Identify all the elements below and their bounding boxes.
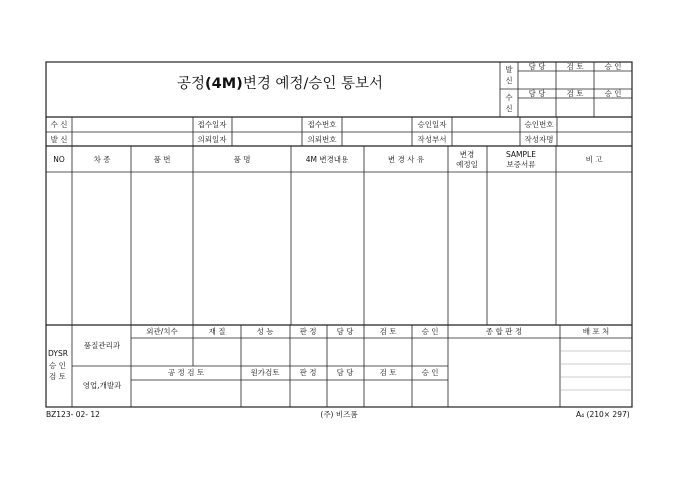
overall-judgment: 종 합 판 정	[485, 327, 523, 336]
process-review: 공 정 검 토	[167, 368, 205, 377]
header-change-date-1: 변경	[459, 150, 475, 159]
check-judgment: 판 정	[299, 327, 317, 336]
approval-col-staff-2: 담 당	[528, 89, 546, 98]
check-staff: 담 당	[336, 327, 354, 336]
process-judgment: 판 정	[299, 368, 317, 377]
process-approve: 승 인	[421, 368, 439, 377]
process-staff: 담 당	[336, 368, 354, 377]
header-part-name: 품 명	[233, 155, 251, 164]
receiver-label-2: 신	[505, 104, 513, 113]
receiver-label-1: 수	[505, 93, 513, 102]
info-receipt-no: 접수번호	[307, 120, 337, 129]
dept-sales: 영업,개발과	[82, 381, 122, 390]
info-approve-no: 승인번호	[524, 120, 554, 129]
distribution-label: 배 포 처	[582, 327, 610, 336]
sender-label-1: 발	[505, 65, 513, 74]
title-bold: (4M)	[205, 76, 243, 92]
header-vehicle: 차 종	[93, 155, 111, 164]
info-sender: 발 신	[50, 135, 68, 144]
form-title	[120, 77, 440, 92]
approval-review-1: 승 인	[49, 361, 66, 370]
info-request-no: 의뢰번호	[307, 135, 337, 144]
sender-label-2: 신	[505, 76, 513, 85]
approval-col-staff: 담 당	[528, 62, 546, 71]
check-appearance: 외관/치수	[146, 327, 178, 336]
header-sample-2: 보증서류	[506, 160, 536, 169]
title-prefix: 공정	[177, 76, 206, 92]
info-writer: 작성자명	[524, 135, 554, 144]
process-review-2: 검 토	[379, 368, 397, 377]
dept-quality: 품질관리과	[83, 341, 121, 350]
check-approve: 승 인	[421, 327, 439, 336]
header-remark: 비 고	[585, 155, 603, 164]
info-dept: 작성부서	[417, 135, 447, 144]
dysr-label: DYSR	[48, 349, 68, 358]
form-code: BZ123- 02- 12	[46, 410, 100, 419]
info-receiver: 수 신	[50, 120, 68, 129]
approval-review-2: 검 토	[49, 372, 66, 381]
info-request-date: 의뢰일자	[197, 135, 227, 144]
approval-col-review-2: 검 토	[566, 89, 584, 98]
info-approve-date: 승인일자	[417, 120, 447, 129]
info-receipt-date: 접수일자	[197, 120, 227, 129]
approval-col-review: 검 토	[566, 62, 584, 71]
approval-col-approve: 승 인	[604, 62, 622, 71]
header-part-no: 품 번	[153, 155, 171, 164]
header-change-reason: 변 경 사 유	[387, 155, 425, 164]
check-review: 검 토	[379, 327, 397, 336]
cost-review: 원가검토	[250, 368, 280, 377]
paper-size: A₄ (210× 297)	[576, 410, 630, 419]
header-sample-1: SAMPLE	[506, 150, 536, 159]
header-no: NO	[53, 155, 65, 164]
title-suffix: 변경 예정/승인 통보서	[242, 76, 383, 92]
check-material: 재 질	[208, 327, 226, 336]
check-performance: 성 능	[256, 327, 274, 336]
header-change-date-2: 예정일	[456, 160, 478, 169]
company-name: (주) 비즈폼	[320, 410, 358, 419]
header-4m-change: 4M 변경내용	[305, 155, 349, 164]
approval-col-approve-2: 승 인	[604, 89, 622, 98]
